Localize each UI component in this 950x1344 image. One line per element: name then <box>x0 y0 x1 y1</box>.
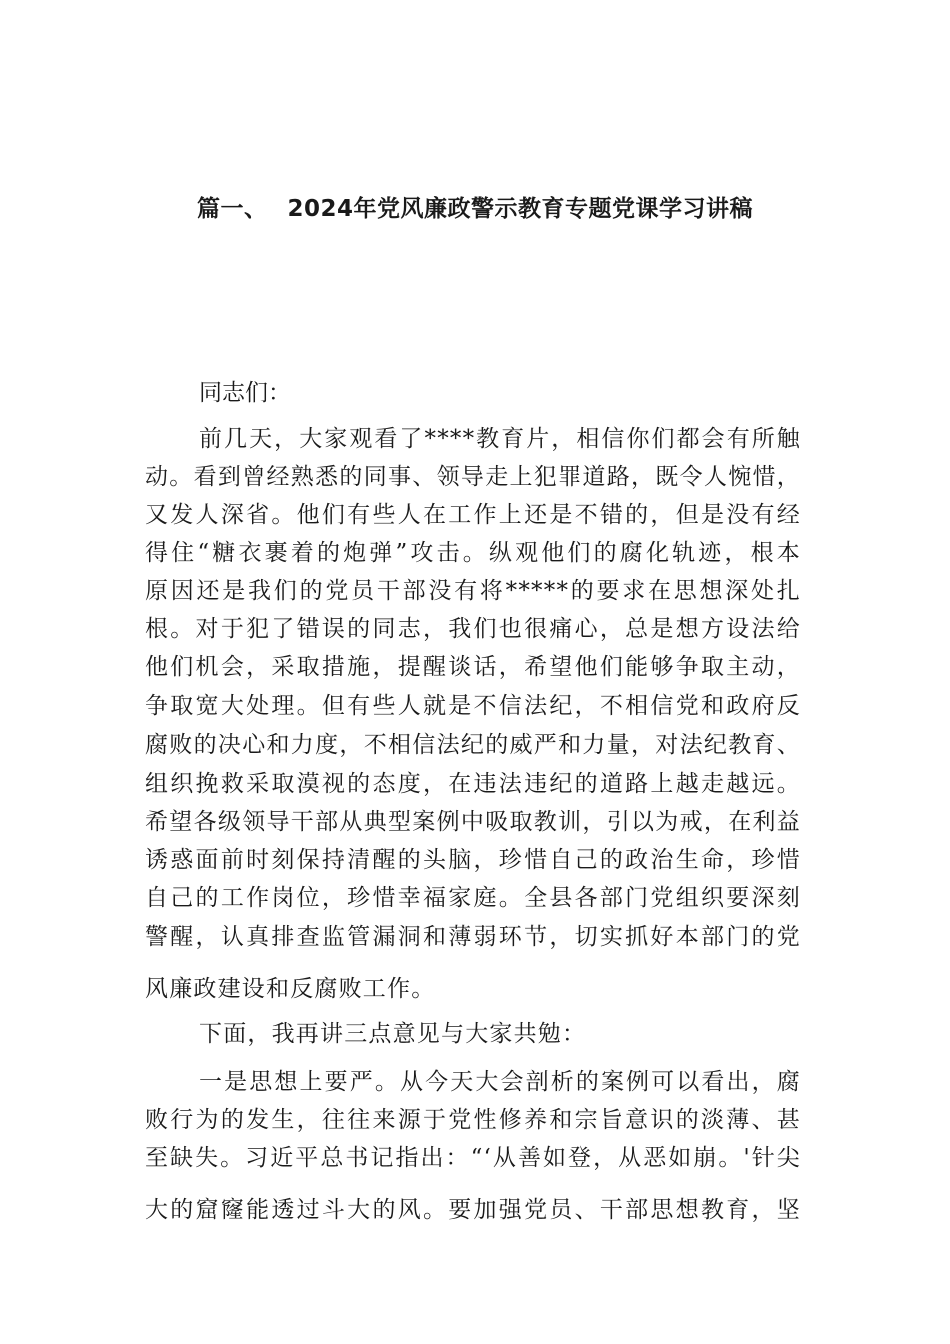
paragraph-line: 又发人深省。他们有些人在工作上还是不错的，但是没有经 <box>145 502 801 528</box>
paragraph-line: 动。看到曾经熟悉的同事、领导走上犯罪道路，既令人惋惜， <box>145 464 801 490</box>
paragraph-line: 一是思想上要严。从今天大会剖析的案例可以看出，腐 <box>199 1069 801 1095</box>
paragraph-line: 大的窟窿能透过斗大的风。要加强党员、干部思想教育，坚 <box>145 1197 801 1223</box>
paragraph-line: 组织挽救采取漠视的态度，在违法违纪的道路上越走越远。 <box>145 771 801 797</box>
paragraph-line: 原因还是我们的党员干部没有将*****的要求在思想深处扎 <box>145 578 801 604</box>
paragraph-line: 得住“糖衣裹着的炮弹”攻击。纵观他们的腐化轨迹，根本 <box>145 540 801 566</box>
paragraph-line: 诱惑面前时刻保持清醒的头脑，珍惜自己的政治生命，珍惜 <box>145 847 801 873</box>
paragraph-line: 至缺失。习近平总书记指出：“‘从善如登，从恶如崩。'针尖 <box>145 1145 801 1171</box>
paragraph-line: 希望各级领导干部从典型案例中吸取教训，引以为戒，在利益 <box>145 809 801 835</box>
paragraph-line: 腐败的决心和力度，不相信法纪的威严和力量，对法纪教育、 <box>145 732 801 758</box>
document-title <box>0 192 950 226</box>
title-text: 2024年党风廉政警示教育专题党课学习讲稿 <box>287 196 753 222</box>
paragraph-line: 败行为的发生，往往来源于党性修养和宗旨意识的淡薄、甚 <box>145 1107 801 1133</box>
paragraph-line: 下面，我再讲三点意见与大家共勉： <box>199 1021 587 1047</box>
paragraph-line: 他们机会，采取措施，提醒谈话，希望他们能够争取主动， <box>145 654 801 680</box>
paragraph-line: 争取宽大处理。但有些人就是不信法纪，不相信党和政府反 <box>145 693 801 719</box>
paragraph-line: 前几天，大家观看了****教育片，相信你们都会有所触 <box>199 426 801 452</box>
paragraph-line: 警醒，认真排查监管漏洞和薄弱环节，切实抓好本部门的党 <box>145 924 801 950</box>
paragraph-line: 风廉政建设和反腐败工作。 <box>145 976 436 1002</box>
greeting: 同志们： <box>199 380 291 406</box>
title-prefix: 篇一、 <box>196 196 268 222</box>
paragraph-line: 自己的工作岗位，珍惜幸福家庭。全县各部门党组织要深刻 <box>145 885 801 911</box>
paragraph-line: 根。对于犯了错误的同志，我们也很痛心，总是想方设法给 <box>145 616 801 642</box>
